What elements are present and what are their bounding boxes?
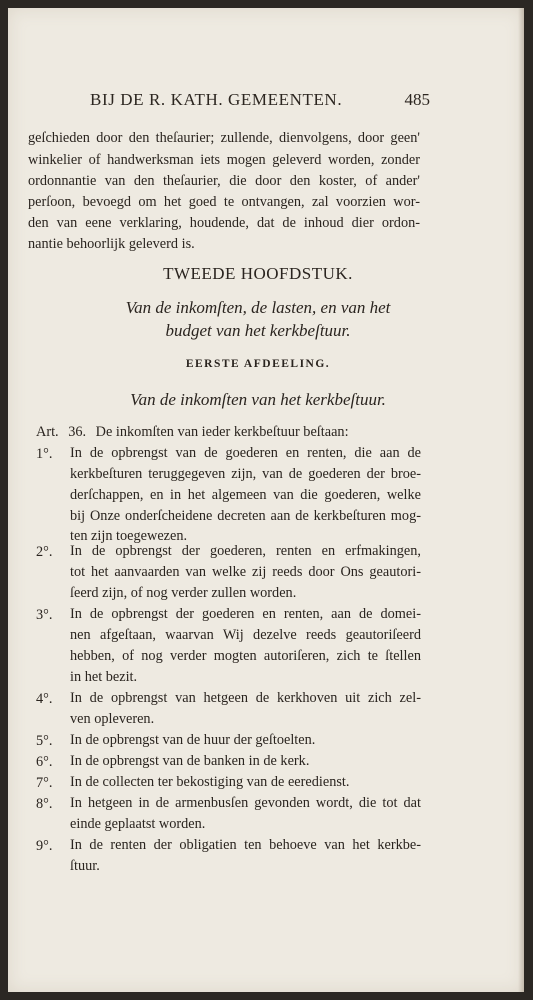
- item-line: kerkbeſturen teruggegeven zijn, van de goederen der broe-: [70, 466, 421, 482]
- item-line: tot het aanvaarden van welke zij reeds door Ons geautori-: [70, 564, 421, 580]
- intro-line: den van eene verklaring, houdende, dat de inhoud dier ordon-: [28, 215, 420, 231]
- section-subtitle: Van de inkomſten van het kerkbeſtuur.: [130, 390, 386, 409]
- intro-line: geſchieden door den theſaurier; zullende, dienvolgens, door geen': [28, 130, 420, 146]
- item-line: ven opleveren.: [70, 711, 155, 727]
- intro-line: winkelier of handwerksman iets mogen geleverd worden, zonder: [28, 152, 420, 168]
- item-number: 8°.: [36, 796, 53, 812]
- item-line: ten zijn toegewezen.: [70, 528, 188, 544]
- item-line: In de opbrengst van hetgeen de kerkhoven uit zich zel-: [70, 690, 421, 706]
- section-title: EERSTE AFDEELING.: [185, 358, 331, 370]
- chapter-subtitle-line: Van de inkomſten, de lasten, en van het: [125, 298, 391, 317]
- item-line: In hetgeen in de armenbusſen gevonden wordt, die tot dat: [70, 795, 421, 811]
- item-line: ſtuur.: [70, 858, 100, 874]
- running-head-title: BIJ DE R. KATH. GEMEENTEN.: [90, 90, 343, 109]
- page-text: [8, 8, 524, 992]
- item-line: ſeerd zijn, of nog verder zullen worden.: [70, 585, 297, 601]
- item-number: 4°.: [36, 691, 53, 707]
- item-line: In de opbrengst van de huur der geſtoelten.: [70, 732, 316, 748]
- item-line: hebben, of nog verder mogten autoriſeren, zich te ſtellen: [70, 648, 421, 664]
- item-number: 1°.: [36, 446, 53, 462]
- item-line: In de opbrengst van de goederen en renten, die aan de: [70, 445, 421, 461]
- book-page: [8, 8, 524, 992]
- intro-line: perſoon, bevoegd om het goed te ontvangen, zal voorzien wor-: [28, 194, 420, 210]
- article-label: [36, 425, 349, 439]
- item-number: 5°.: [36, 733, 53, 749]
- item-line: bij Onze onderſcheidene decreten aan de kerkbeſturen mog-: [70, 508, 421, 524]
- item-line: nen afgeſtaan, waarvan Wij dezelve reeds geautoriſeerd: [70, 627, 421, 643]
- page-number: 485: [404, 90, 430, 109]
- item-line: In de collecten ter bekostiging van de eeredienst.: [70, 774, 350, 790]
- intro-line: nantie behoorlijk geleverd is.: [28, 236, 195, 252]
- item-number: 9°.: [36, 838, 53, 854]
- item-line: In de renten der obligatien ten behoeve van het kerkbe-: [70, 837, 421, 853]
- item-line: In de opbrengst van de banken in de kerk.: [70, 753, 310, 769]
- item-number: 2°.: [36, 544, 53, 560]
- item-line: In de opbrengst der goederen, renten en erfmakingen,: [70, 543, 421, 559]
- item-number: 7°.: [36, 775, 53, 791]
- item-line: derſchappen, en in het algemeen van die goederen, welke: [70, 487, 421, 503]
- chapter-title: TWEEDE HOOFDSTUK.: [163, 264, 353, 283]
- intro-line: ordonnantie van den theſaurier, die door den koster, of ander': [28, 173, 420, 189]
- item-line: In de opbrengst der goederen en renten, aan de domei-: [70, 606, 421, 622]
- article-number: 36.: [68, 424, 87, 440]
- item-number: 3°.: [36, 607, 53, 623]
- chapter-subtitle-line: budget van het kerkbeſtuur.: [165, 321, 351, 340]
- item-number: 6°.: [36, 754, 53, 770]
- item-line: einde geplaatst worden.: [70, 816, 206, 832]
- item-line: in het bezit.: [70, 669, 138, 685]
- article-label-word: Art.: [36, 424, 59, 440]
- article-text: De inkomſten van ieder kerkbeſtuur beſtaan:: [95, 424, 349, 440]
